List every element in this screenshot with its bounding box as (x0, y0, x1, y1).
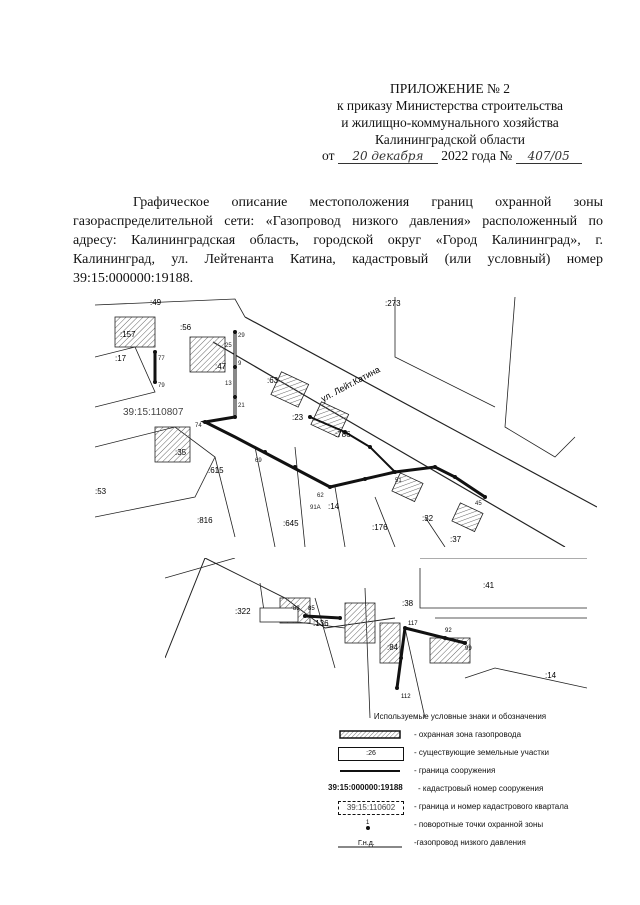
legend-symbol-cadastral-number: 39:15:000000:19188 (328, 783, 403, 792)
legend-symbol-boundary (330, 765, 410, 777)
parcel-label: :14 (545, 671, 557, 680)
legend-title: Используемые условные знаки и обозначения (373, 712, 547, 721)
legend-text: - граница сооружения (414, 766, 496, 775)
parcel-label: :37 (450, 535, 462, 544)
parcel-label: :63 (267, 376, 279, 385)
zone-point-label: 62 (317, 493, 324, 499)
legend-symbol-points (330, 819, 410, 831)
street-label: ул. Лейт.Катина (319, 364, 382, 404)
parcel-label: :23 (292, 413, 304, 422)
zone-point-label: 69 (255, 458, 262, 464)
zone-point-label: 29 (238, 333, 245, 339)
parcel-label: :786 (335, 430, 351, 439)
zone-point-label: 74 (195, 423, 202, 429)
parcel-label: :322 (235, 607, 251, 616)
order-number-handwritten: 407/05 (516, 149, 582, 164)
parcel-label: :816 (197, 516, 213, 525)
order-line-2: и жилищно-коммунального хозяйства (341, 115, 559, 130)
zone-point-label: 13 (225, 381, 232, 387)
legend-text: -газопровод низкого давления (414, 838, 526, 847)
appendix-title: ПРИЛОЖЕНИЕ № 2 (389, 81, 511, 96)
legend-row-points (330, 817, 590, 835)
legend-symbol-protection-zone (330, 729, 410, 741)
zone-point-label: 9 (238, 361, 242, 367)
zone-point-label: 117 (408, 621, 418, 627)
parcel-label: :273 (385, 299, 401, 308)
zone-point-label: 51 (395, 478, 402, 484)
parcel-label: :47 (215, 362, 227, 371)
date-suffix: 2022 года № (441, 148, 513, 163)
zone-point-label: 45 (475, 501, 482, 507)
legend-text: - существующие земельные участки (414, 748, 549, 757)
site-plan-main (95, 297, 597, 547)
legend-pipeline-code: Г.н.д. (358, 840, 375, 847)
zone-point-label: 83 (293, 606, 300, 612)
zone-point-label: 77 (158, 356, 165, 362)
parcel-label: :615 (208, 466, 224, 475)
parcel-label: :49 (150, 298, 162, 307)
legend-symbol-parcels: :26 (338, 747, 404, 761)
zone-point-label: 91A (310, 505, 321, 511)
legend-text: - охранная зона газопровода (414, 730, 522, 739)
zone-point-label: 112 (401, 694, 411, 700)
order-line-3: Калининградской области (374, 132, 526, 147)
date-handwritten: 20 декабря (338, 149, 438, 164)
legend-text: - граница и номер кадастрового квартала (414, 802, 569, 811)
zone-point-label: 25 (225, 343, 232, 349)
legend-row-cadastral-number (330, 781, 590, 799)
date-prefix: от (322, 148, 335, 163)
zone-point-label: 79 (158, 383, 165, 389)
legend-symbol-quarter: 39:15:110602 (338, 801, 404, 815)
legend-row-parcels (330, 745, 590, 763)
zone-point-label: 21 (238, 403, 245, 409)
parcel-label: :136 (313, 619, 329, 628)
legend-row-pipeline (330, 835, 590, 853)
zone-point-label: 92 (445, 628, 452, 634)
legend-row-protection-zone (330, 727, 590, 745)
parcel-label: :14 (328, 502, 340, 511)
parcel-label: :17 (115, 354, 127, 363)
order-date-line (322, 148, 582, 164)
legend-symbol-pipeline (330, 837, 410, 849)
parcel-label: :645 (283, 519, 299, 528)
description-paragraph: Графическое описание местоположения границ охранной зоны газораспределительной сети: «Газопровод низкого давления» расположенный по адресу: Калининградская область, городской округ «Город Калининград», г. Калининград, ул. Лейтенанта Катина, кадастровый (или условный) номер 39:15:000000:19188. (73, 195, 603, 286)
quarter-label: 39:15:110807 (123, 407, 184, 418)
parcel-label: :176 (372, 523, 388, 532)
legend-row-boundary (330, 763, 590, 781)
parcel-label: :32 (422, 514, 434, 523)
site-plan-secondary-svg (165, 558, 587, 720)
zone-point-label: 99 (465, 646, 472, 652)
legend-text: - поворотные точки охранной зоны (414, 820, 544, 829)
legend-row-quarter (330, 799, 590, 817)
zone-point-label: 85 (308, 606, 315, 612)
street-edge-south (213, 342, 565, 547)
appendix-header (300, 80, 600, 148)
legend-text: - кадастровый номер сооружения (418, 784, 544, 793)
site-plan-main-svg (95, 297, 597, 547)
parcel-label: :84 (387, 643, 399, 652)
map-legend (330, 712, 590, 853)
site-plan-secondary (165, 558, 587, 720)
parcel-label: :53 (95, 487, 107, 496)
parcel-label: :157 (120, 330, 136, 339)
legend-point-number: 1 (366, 820, 370, 826)
parcel-label: :56 (180, 323, 192, 332)
parcel-label: :38 (402, 599, 414, 608)
parcel-label: :41 (483, 581, 495, 590)
order-line-1: к приказу Министерства строительства (336, 98, 564, 113)
parcel-label: :35 (175, 448, 187, 457)
